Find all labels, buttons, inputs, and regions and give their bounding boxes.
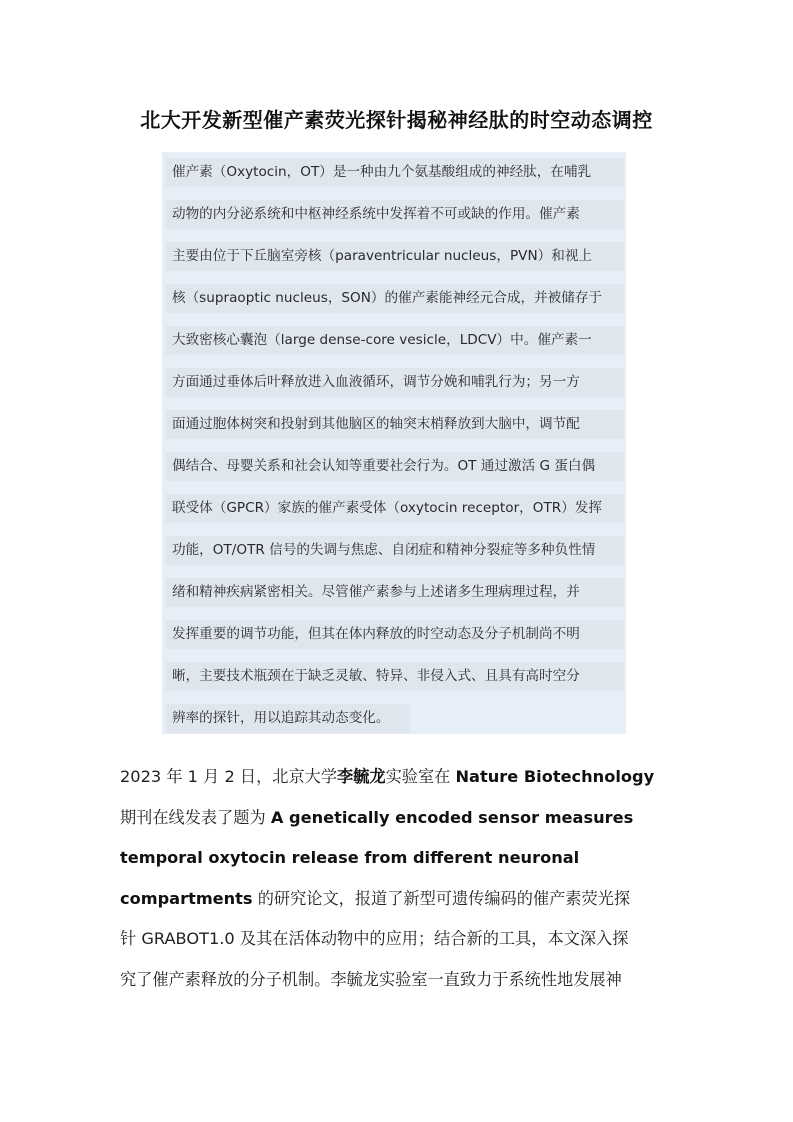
abstract-line: 主要由位于下丘脑室旁核（paraventricular nucleus，PVN）和视上 bbox=[166, 242, 624, 271]
abstract-line: 晰，主要技术瓶颈在于缺乏灵敏、特异、非侵入式、且具有高时空分 bbox=[166, 662, 624, 691]
body-line bbox=[120, 879, 680, 920]
abstract-line: 偶结合、母婴关系和社会认知等重要社会行为。OT 通过激活 G 蛋白偶 bbox=[166, 452, 624, 481]
abstract-line: 辨率的探针，用以追踪其动态变化。 bbox=[166, 704, 410, 733]
lab-head-name: 李毓龙 bbox=[337, 767, 386, 786]
abstract-line: 面通过胞体树突和投射到其他脑区的轴突末梢释放到大脑中，调节配 bbox=[166, 410, 624, 439]
abstract-line: 功能，OT/OTR 信号的失调与焦虑、自闭症和精神分裂症等多种负性情 bbox=[166, 536, 624, 565]
body-text-segment: 的研究论文，报道了新型可遗传编码的催产素荧光探 bbox=[252, 888, 631, 908]
body-line bbox=[120, 838, 680, 879]
abstract-line: 方面通过垂体后叶释放进入血液循环，调节分娩和哺乳行为；另一方 bbox=[166, 368, 624, 397]
body-line: 究了催产素释放的分子机制。李毓龙实验室一直致力于系统性地发展神 bbox=[120, 969, 622, 989]
abstract-line: 动物的内分泌系统和中枢神经系统中发挥着不可或缺的作用。催产素 bbox=[166, 200, 624, 229]
paper-title-part: temporal oxytocin release from different neuronal bbox=[120, 848, 580, 868]
paper-title-part: A genetically encoded sensor measures bbox=[270, 807, 634, 827]
abstract-line: 联受体（GPCR）家族的催产素受体（oxytocin receptor，OTR）发挥 bbox=[166, 494, 624, 523]
paper-title-part: compartments bbox=[120, 888, 253, 908]
abstract-block bbox=[166, 158, 624, 746]
body-text-segment: 2023 年 1 月 2 日，北京大学 bbox=[120, 767, 338, 786]
journal-name: Nature Biotechnology bbox=[455, 767, 655, 786]
body-text-segment: 实验室在 bbox=[385, 767, 456, 786]
abstract-line: 发挥重要的调节功能，但其在体内释放的时空动态及分子机制尚不明 bbox=[166, 620, 624, 649]
abstract-line: 大致密核心囊泡（large dense-core vesicle，LDCV）中。催产素一 bbox=[166, 326, 624, 355]
body-paragraph bbox=[120, 757, 680, 1001]
body-line: 针 GRABOT1.0 及其在活体动物中的应用；结合新的工具，本文深入探 bbox=[120, 929, 629, 949]
abstract-line: 核（supraoptic nucleus，SON）的催产素能神经元合成，并被储存于 bbox=[166, 284, 624, 313]
article-title: 北大开发新型催产素荧光探针揭秘神经肽的时空动态调控 bbox=[140, 108, 653, 132]
abstract-line: 催产素（Oxytocin，OT）是一种由九个氨基酸组成的神经肽，在哺乳 bbox=[166, 158, 624, 187]
body-text-segment: 期刊在线发表了题为 bbox=[120, 807, 271, 827]
abstract-line: 绪和精神疾病紧密相关。尽管催产素参与上述诸多生理病理过程，并 bbox=[166, 578, 624, 607]
body-line bbox=[120, 757, 680, 798]
body-line bbox=[120, 798, 680, 839]
